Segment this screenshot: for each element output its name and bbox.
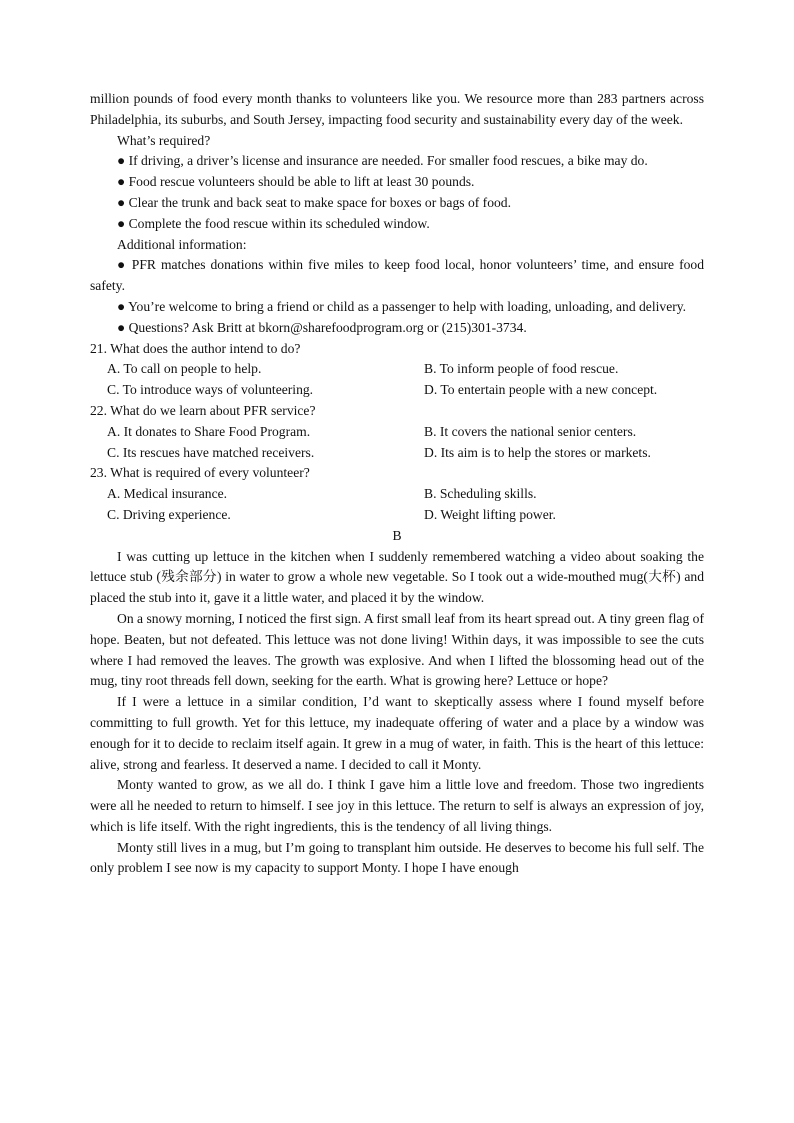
required-heading: What’s required? xyxy=(117,132,211,148)
question-options xyxy=(90,422,704,464)
passage-a-intro: million pounds of food every month thanks to volunteers like you. We resource more than 283 partners across Philadelphia, its suburbs, and South Jersey, impacting food security and sustainability every day of the week. xyxy=(90,91,704,127)
passage-b-paragraph: If I were a lettuce in a similar condition, I’d want to skeptically assess where I found myself before committing to full growth. Yet for this lettuce, my inadequate offering of water and a place by a window was enough for it to decide to reclaim itself again. It grew in a mug of water, in faith. This is the heart of this lettuce: alive, strong and fearless. It deserved a name. I decided to call it Monty. xyxy=(90,694,704,772)
additional-heading: Additional information: xyxy=(117,236,247,252)
option-c: C. Driving experience. xyxy=(107,506,231,522)
question-stem: 23. What is required of every volunteer? xyxy=(90,465,310,481)
question-21 xyxy=(90,339,704,401)
additional-item: ● You’re welcome to bring a friend or child as a passenger to help with loading, unloading, and delivery. xyxy=(117,298,687,314)
option-c: C. To introduce ways of volunteering. xyxy=(107,382,314,398)
option-b: B. Scheduling skills. xyxy=(424,486,537,502)
additional-item: ● Questions? Ask Britt at bkorn@sharefoodprogram.org or (215)301-3734. xyxy=(117,319,527,335)
question-23 xyxy=(90,463,704,525)
option-c: C. Its rescues have matched receivers. xyxy=(107,444,315,460)
option-b: B. It covers the national senior centers. xyxy=(424,423,637,439)
passage-b-paragraph: I was cutting up lettuce in the kitchen when I suddenly remembered watching a video about soaking the lettuce stub (残余部分) in water to grow a whole new vegetable. So I took out a wide-mouthed mug(大杯) and placed the stub into it, gave it a little water, and placed it by the window. xyxy=(90,548,704,606)
passage-b-paragraph: Monty wanted to grow, as we all do. I think I gave him a little love and freedom. Those two ingredients were all he needed to return to himself. I see joy in this lettuce. The return to self is always an expression of joy, which is life itself. With the right ingredients, this is the tendency of all living things. xyxy=(90,777,704,834)
option-d: D. Weight lifting power. xyxy=(424,506,556,522)
required-item: ● Clear the trunk and back seat to make space for boxes or bags of food. xyxy=(117,194,511,210)
question-22 xyxy=(90,401,704,463)
required-item: ● If driving, a driver’s license and insurance are needed. For smaller food rescues, a bike may do. xyxy=(117,153,648,169)
question-stem: 21. What does the author intend to do? xyxy=(90,340,301,356)
passage-b-paragraph: Monty still lives in a mug, but I’m going to transplant him outside. He deserves to become his full self. The only problem I see now is my capacity to support Monty. I hope I have enough xyxy=(90,839,704,876)
option-a: A. It donates to Share Food Program. xyxy=(107,423,311,439)
required-item: ● Food rescue volunteers should be able to lift at least 30 pounds. xyxy=(117,174,475,190)
option-a: A. Medical insurance. xyxy=(107,486,228,502)
question-stem: 22. What do we learn about PFR service? xyxy=(90,402,316,418)
option-b: B. To inform people of food rescue. xyxy=(424,361,619,377)
option-d: D. To entertain people with a new concept. xyxy=(424,382,658,398)
required-item: ● Complete the food rescue within its scheduled window. xyxy=(117,215,430,231)
option-a: A. To call on people to help. xyxy=(107,361,262,377)
additional-item: ● PFR matches donations within five miles to keep food local, honor volunteers’ time, and ensure food safety. xyxy=(90,257,704,294)
passage-b-paragraph: On a snowy morning, I noticed the first sign. A first small leaf from its heart spread out. A tiny green flag of hope. Beaten, but not defeated. This lettuce was not done living! Within days, it was impossible to see the cuts where I had removed the leaves. The growth was explosive. And when I lifted the blossoming head out of the mug, tiny root threads fell down, seeking for the earth. What is growing here? Lettuce or hope? xyxy=(90,610,704,689)
option-d: D. Its aim is to help the stores or markets. xyxy=(424,444,651,460)
section-heading-b: B xyxy=(392,527,402,543)
question-options xyxy=(90,359,704,401)
document-page xyxy=(90,89,704,879)
question-options xyxy=(90,484,704,526)
